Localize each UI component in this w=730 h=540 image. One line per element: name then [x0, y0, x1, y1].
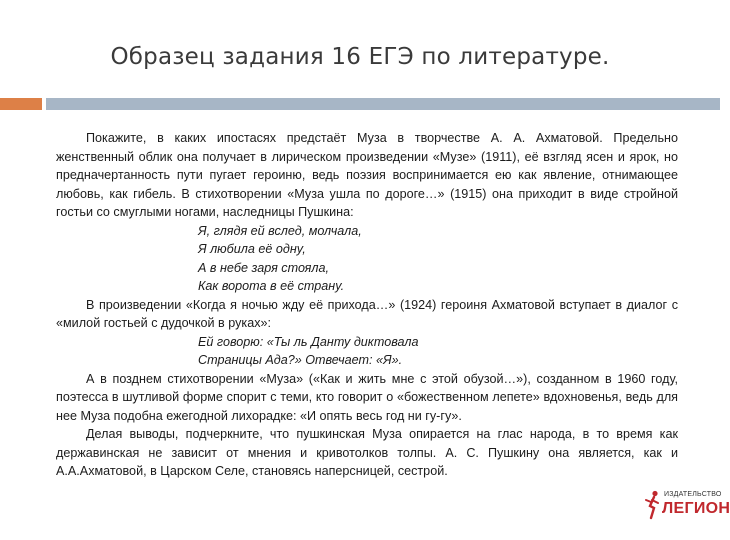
poem-line: Как ворота в её страну.: [198, 279, 345, 293]
poem-line: Страницы Ада?» Отвечает: «Я».: [198, 353, 403, 367]
task-text: [56, 129, 678, 481]
poem-line: Я любила её одну,: [198, 242, 306, 256]
paragraph-dialog: В произведении «Когда я ночью жду её прихода…» (1924) героиня Ахматовой вступает в диалог с «милой гостьей с дудочкой в руках»:: [56, 297, 678, 330]
runner-figure-icon: [644, 490, 662, 520]
paragraph-late-poem: А в позднем стихотворении «Муза» («Как и жить мне с этой обузой…»), созданном в 1960 году, поэтесса в шутливой форме спорит с теми, кто говорит о «божественном лепете» вдохновенья, ведь для нее Муза подобна ежегодной лихорадке: «И опять весь год ни гу-гу».: [56, 371, 678, 423]
logo-publisher-label: ИЗДАТЕЛЬСТВО: [664, 491, 722, 498]
accent-bar-orange: [0, 98, 42, 110]
poem-quote-2: [56, 333, 678, 370]
paragraph-conclusion: Делая выводы, подчеркните, что пушкинская Муза опирается на глас народа, в то время как державинская не зависит от мнения и кривотолков толпы. А. С. Пушкину она является, как и А.А.Ахматовой, в Царском Селе, становясь наперсницей, сестрой.: [56, 427, 678, 478]
poem-quote-1: [56, 222, 678, 296]
paragraph-intro: Покажите, в каких ипостасях предстаёт Муза в творчестве А. А. Ахматовой. Предельно женственный облик она получает в лирическом произведении «Музе» (1911), её взгляд ясен и ярок, но предначертанность пути пугает героиню, ведь поэзия воспринимается ею как явление, отнимающее любовь, как гибель. В стихотворении «Муза ушла по дороге…» (1915) она приходит в виде стройной гостьи со смуглыми ногами, наследницы Пушкина:: [56, 131, 678, 219]
publisher-logo: [644, 488, 730, 534]
accent-bar-blue: [46, 98, 720, 110]
poem-line: Ей говорю: «Ты ль Данту диктовала: [198, 334, 419, 349]
poem-line: А в небе заря стояла,: [198, 260, 330, 275]
logo-brand-name: ЛЕГИОН: [662, 500, 730, 517]
poem-line: Я, глядя ей вслед, молчала,: [198, 223, 362, 238]
slide-title: Образец задания 16 ЕГЭ по литературе.: [110, 44, 610, 70]
